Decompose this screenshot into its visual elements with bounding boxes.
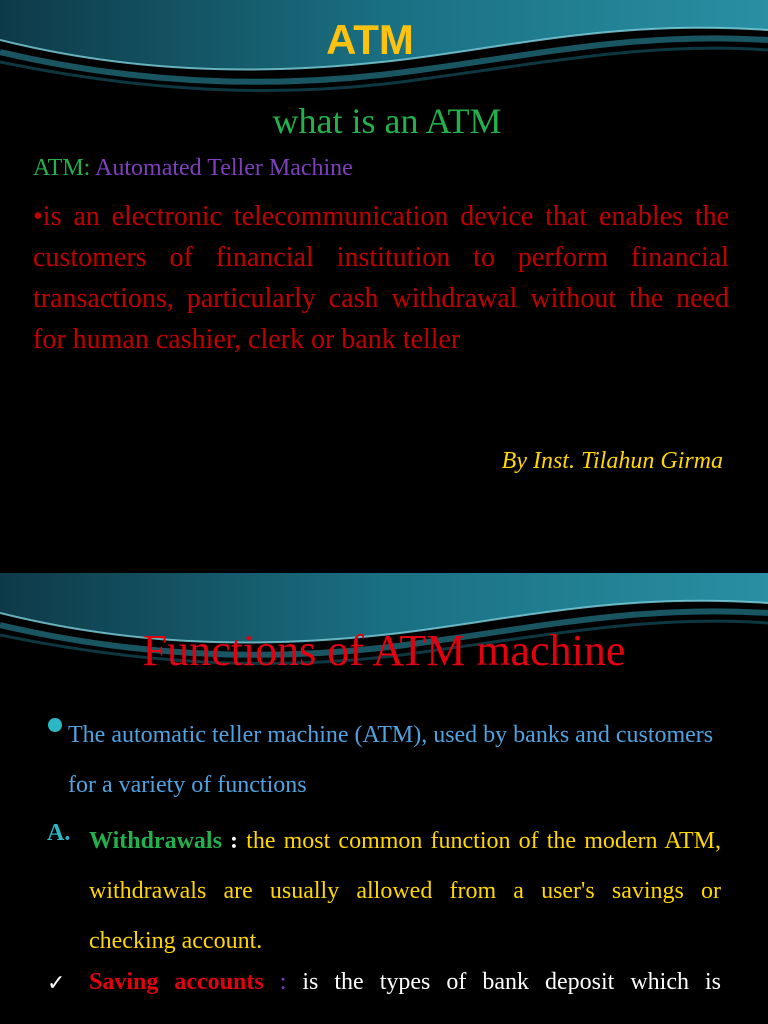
definition-value: Automated Teller Machine <box>95 155 353 181</box>
atm-definition <box>33 155 353 182</box>
bullet-icon <box>48 718 62 732</box>
slide-2 <box>0 573 768 1024</box>
list-marker-a: A. <box>47 820 71 846</box>
item-text: the most common function of the modern ATM, withdrawals are usually allowed from a user's savings or checking account. <box>89 828 721 954</box>
slide-subtitle: what is an ATM <box>272 101 502 141</box>
item-separator: : <box>263 969 303 995</box>
item-term: Saving accounts <box>89 969 264 995</box>
functions-intro: The automatic teller machine (ATM), used by banks and customers for a variety of functions <box>68 722 714 798</box>
item-text: is the types of bank deposit which is <box>302 969 721 995</box>
slide-title: Functions of ATM machine <box>142 626 626 675</box>
saving-accounts-item <box>89 969 721 996</box>
atm-description: •is an electronic telecommunication device that enables the customers of financial institution to perform financial transactions, particularly cash withdrawal without the need for human cashier, clerk or bank teller <box>33 201 729 355</box>
item-term: Withdrawals <box>89 828 222 854</box>
author-credit: By Inst. Tilahun Girma <box>501 448 723 474</box>
checkmark-icon: ✓ <box>47 971 66 996</box>
withdrawals-item <box>89 816 721 966</box>
slide-title: ATM <box>326 16 414 63</box>
definition-term: ATM: <box>33 155 91 181</box>
item-separator: : <box>221 828 247 854</box>
